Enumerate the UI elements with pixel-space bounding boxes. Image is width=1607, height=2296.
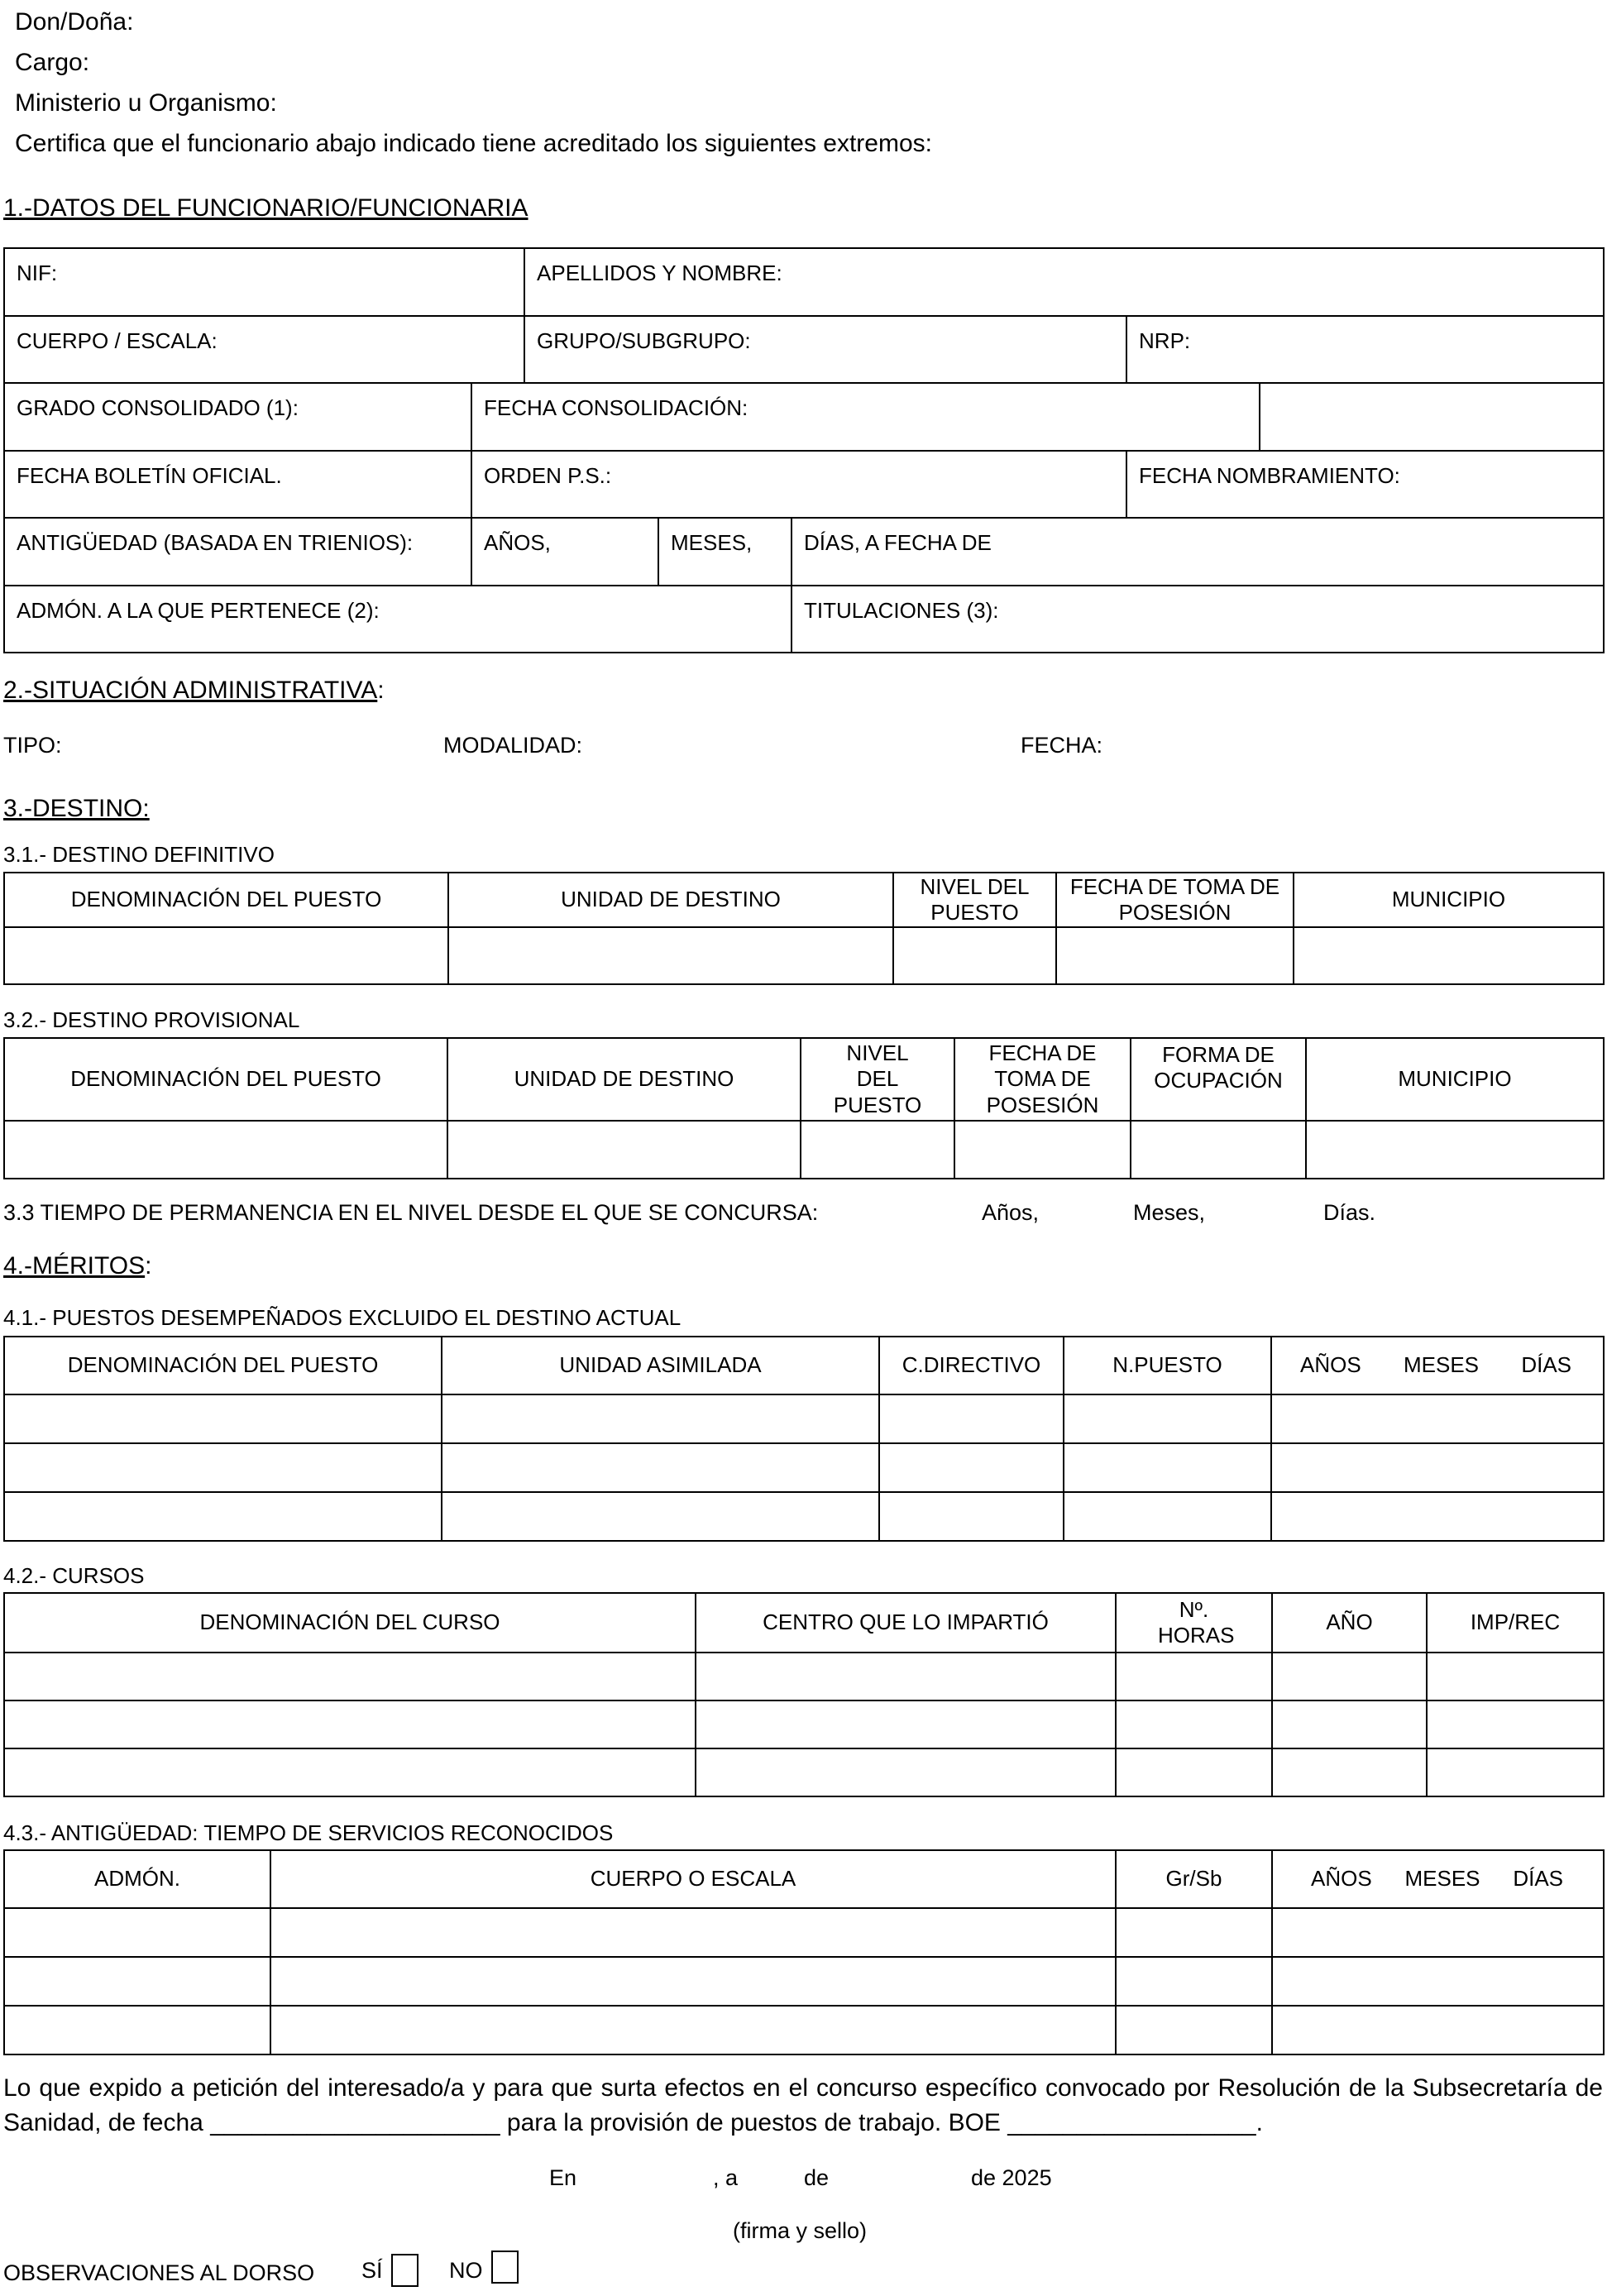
- cell[interactable]: [1131, 1121, 1306, 1179]
- section-4-title: [3, 1254, 151, 1279]
- tiempo-permanencia-label: 3.3 TIEMPO DE PERMANENCIA EN EL NIVEL DESDE EL QUE SE CONCURSA:: [3, 1200, 819, 1225]
- cell[interactable]: [1064, 1492, 1271, 1541]
- cell[interactable]: [879, 1492, 1064, 1541]
- header-imp-rec: IMP/REC: [1427, 1593, 1604, 1653]
- header-denominacion: DENOMINACIÓN DEL PUESTO: [4, 1337, 442, 1394]
- header-ano: AÑO: [1272, 1593, 1427, 1653]
- antiguedad-field[interactable]: ANTIGÜEDAD (BASADA EN TRIENIOS):: [4, 518, 471, 586]
- cell[interactable]: [696, 1653, 1116, 1700]
- meses-field[interactable]: MESES,: [658, 518, 792, 586]
- cell[interactable]: [954, 1121, 1131, 1179]
- header-c-directivo: C.DIRECTIVO: [879, 1337, 1064, 1394]
- cell[interactable]: [801, 1121, 954, 1179]
- header-tiempo: [1272, 1850, 1604, 1908]
- si-label: SÍ: [361, 2258, 383, 2284]
- tiempo-anos-label: Años,: [982, 1200, 1040, 1225]
- destino-provisional-table: [3, 1037, 1605, 1179]
- a-label: , a: [713, 2165, 739, 2190]
- header-meses: MESES: [1403, 1352, 1480, 1378]
- blank-field[interactable]: [1260, 383, 1604, 451]
- cell[interactable]: [1064, 1394, 1271, 1443]
- cell[interactable]: [696, 1748, 1116, 1796]
- cell[interactable]: [1116, 1653, 1272, 1700]
- table-row: [4, 1748, 1604, 1796]
- cell[interactable]: [4, 927, 448, 984]
- header-dias: DÍAS: [1521, 1352, 1571, 1378]
- si-checkbox[interactable]: [391, 2254, 418, 2287]
- cuerpo-field[interactable]: CUERPO / ESCALA:: [4, 316, 524, 383]
- cell[interactable]: [696, 1700, 1116, 1748]
- cell[interactable]: [1427, 1700, 1604, 1748]
- table-row: [4, 1908, 1604, 1957]
- table-row: [4, 2006, 1604, 2054]
- cursos-title: 4.2.- CURSOS: [3, 1563, 145, 1588]
- si-option: [361, 2255, 418, 2289]
- nrp-field[interactable]: NRP:: [1126, 316, 1604, 383]
- header-horas: Nº. HORAS: [1116, 1593, 1272, 1653]
- fecha-boletin-field[interactable]: FECHA BOLETÍN OFICIAL.: [4, 451, 471, 518]
- cell[interactable]: [448, 927, 893, 984]
- header-unidad-asimilada: UNIDAD ASIMILADA: [442, 1337, 879, 1394]
- cell[interactable]: [4, 1653, 696, 1700]
- table-row: [4, 1700, 1604, 1748]
- grado-field[interactable]: GRADO CONSOLIDADO (1):: [4, 383, 471, 451]
- header-tiempo: [1271, 1337, 1604, 1394]
- cell[interactable]: [4, 1908, 270, 1957]
- cell[interactable]: [4, 1443, 442, 1492]
- tipo-label: TIPO:: [3, 733, 62, 758]
- cell[interactable]: [4, 2006, 270, 2054]
- destino-definitivo-table: [3, 872, 1605, 985]
- cell[interactable]: [4, 1700, 696, 1748]
- cell[interactable]: [4, 1748, 696, 1796]
- section-2-colon: :: [377, 677, 385, 704]
- cell[interactable]: [270, 1957, 1116, 2006]
- header-municipio: MUNICIPIO: [1306, 1038, 1604, 1121]
- table-row: [4, 927, 1604, 984]
- cell[interactable]: [1272, 1957, 1604, 2006]
- cell[interactable]: [1427, 1653, 1604, 1700]
- puestos-title: 4.1.- PUESTOS DESEMPEÑADOS EXCLUIDO EL DESTINO ACTUAL: [3, 1305, 682, 1330]
- cell[interactable]: [4, 1121, 447, 1179]
- grupo-field[interactable]: GRUPO/SUBGRUPO:: [524, 316, 1126, 383]
- header-unidad: UNIDAD DE DESTINO: [448, 873, 893, 927]
- no-option: [449, 2252, 519, 2285]
- section-2-title-text: 2.-SITUACIÓN ADMINISTRATIVA: [3, 677, 378, 704]
- don-label: Don/Doña:: [15, 8, 134, 36]
- cell[interactable]: [1272, 1653, 1427, 1700]
- header-anos: AÑOS: [1311, 1866, 1372, 1892]
- header-fecha-toma: FECHA DE TOMA DE POSESIÓN: [954, 1038, 1131, 1121]
- cell[interactable]: [1427, 1748, 1604, 1796]
- cell[interactable]: [1272, 2006, 1604, 2054]
- expido-paragraph: Lo que expido a petición del interesado/a y para que surta efectos en el concurso específico convocado por Resolución de la Subsecretaría de Sanidad, de fecha _____________________ para la provisión de puestos de trabajo. BOE __________________.: [3, 2074, 1603, 2136]
- cursos-table: [3, 1592, 1605, 1797]
- header-gr-sb: Gr/Sb: [1116, 1850, 1272, 1908]
- puestos-table: [3, 1336, 1605, 1542]
- admon-field[interactable]: ADMÓN. A LA QUE PERTENECE (2):: [4, 586, 792, 653]
- table-row: [4, 1653, 1604, 1700]
- cell[interactable]: [1272, 1748, 1427, 1796]
- cell[interactable]: [879, 1443, 1064, 1492]
- cell[interactable]: [1294, 927, 1604, 984]
- firma-label: (firma y sello): [733, 2218, 868, 2243]
- cell[interactable]: [893, 927, 1056, 984]
- de-2025-label: de 2025: [971, 2165, 1052, 2190]
- section-4-title-text: 4.-MÉRITOS: [3, 1252, 146, 1280]
- cell[interactable]: [1272, 1908, 1604, 1957]
- header-admon: ADMÓN.: [4, 1850, 270, 1908]
- modalidad-label: MODALIDAD:: [443, 733, 583, 758]
- header-municipio: MUNICIPIO: [1294, 873, 1604, 927]
- section-3-title: 3.-DESTINO:: [3, 795, 150, 822]
- cell[interactable]: [4, 1957, 270, 2006]
- table-row: [4, 1492, 1604, 1541]
- nif-field[interactable]: NIF:: [4, 248, 524, 316]
- header-denominacion: DENOMINACIÓN DEL PUESTO: [4, 873, 448, 927]
- tiempo-dias-label: Días.: [1323, 1200, 1376, 1225]
- cell[interactable]: [4, 1492, 442, 1541]
- cell[interactable]: [1271, 1492, 1604, 1541]
- header-unidad: UNIDAD DE DESTINO: [447, 1038, 801, 1121]
- table-row: [4, 1957, 1604, 2006]
- cell[interactable]: [270, 2006, 1116, 2054]
- cell[interactable]: [442, 1443, 879, 1492]
- ministerio-label: Ministerio u Organismo:: [15, 89, 277, 117]
- cell[interactable]: [1271, 1443, 1604, 1492]
- cell[interactable]: [1116, 1908, 1272, 1957]
- cell[interactable]: [1116, 1957, 1272, 2006]
- header-dias: DÍAS: [1513, 1866, 1563, 1892]
- cell[interactable]: [1056, 927, 1294, 984]
- header-denominacion-curso: DENOMINACIÓN DEL CURSO: [4, 1593, 696, 1653]
- cell[interactable]: [442, 1394, 879, 1443]
- cell[interactable]: [270, 1908, 1116, 1957]
- anos-field[interactable]: AÑOS,: [471, 518, 658, 586]
- header-nivel: NIVEL DEL PUESTO: [801, 1038, 954, 1121]
- table-row: [4, 1121, 1604, 1179]
- cell[interactable]: [1272, 1700, 1427, 1748]
- dias-field[interactable]: DÍAS, A FECHA DE: [792, 518, 1604, 586]
- destino-definitivo-title: 3.1.- DESTINO DEFINITIVO: [3, 842, 275, 867]
- cell[interactable]: [1271, 1394, 1604, 1443]
- cell[interactable]: [1064, 1443, 1271, 1492]
- no-label: NO: [449, 2258, 483, 2284]
- fecha-nombramiento-field[interactable]: FECHA NOMBRAMIENTO:: [1126, 451, 1604, 518]
- header-meses: MESES: [1404, 1866, 1480, 1892]
- section-1-title: 1.-DATOS DEL FUNCIONARIO/FUNCIONARIA: [3, 194, 528, 222]
- table-row: [4, 1394, 1604, 1443]
- cell[interactable]: [1116, 1700, 1272, 1748]
- header-nivel: NIVEL DEL PUESTO: [893, 873, 1056, 927]
- table-row: [4, 1443, 1604, 1492]
- antiguedad-servicios-title: 4.3.- ANTIGÜEDAD: TIEMPO DE SERVICIOS RECONOCIDOS: [3, 1820, 614, 1845]
- cell[interactable]: [4, 1394, 442, 1443]
- cell[interactable]: [879, 1394, 1064, 1443]
- en-label: En: [549, 2165, 577, 2190]
- cell[interactable]: [1306, 1121, 1604, 1179]
- fecha-label: FECHA:: [1021, 733, 1103, 758]
- apellidos-field[interactable]: APELLIDOS Y NOMBRE:: [524, 248, 1604, 316]
- no-checkbox[interactable]: [491, 2251, 519, 2284]
- cell[interactable]: [1116, 2006, 1272, 2054]
- header-denominacion: DENOMINACIÓN DEL PUESTO: [4, 1038, 447, 1121]
- header-anos: AÑOS: [1300, 1352, 1361, 1378]
- antiguedad-table: [3, 1849, 1605, 2055]
- de-label: de: [804, 2165, 830, 2190]
- titulaciones-field[interactable]: TITULACIONES (3):: [792, 586, 1604, 653]
- header-centro: CENTRO QUE LO IMPARTIÓ: [696, 1593, 1116, 1653]
- fecha-consolidacion-field[interactable]: FECHA CONSOLIDACIÓN:: [471, 383, 1260, 451]
- cell[interactable]: [442, 1492, 879, 1541]
- section-2-title: [3, 678, 385, 703]
- certifica-text: Certifica que el funcionario abajo indicado tiene acreditado los siguientes extremos:: [15, 130, 932, 157]
- cell[interactable]: [1116, 1748, 1272, 1796]
- header-cuerpo-escala: CUERPO O ESCALA: [270, 1850, 1116, 1908]
- section-4-colon: :: [145, 1252, 152, 1280]
- header-fecha-toma: FECHA DE TOMA DE POSESIÓN: [1056, 873, 1294, 927]
- header-n-puesto: N.PUESTO: [1064, 1337, 1271, 1394]
- orden-field[interactable]: ORDEN P.S.:: [471, 451, 1126, 518]
- header-forma-ocupacion: FORMA DE OCUPACIÓN: [1131, 1038, 1306, 1121]
- tiempo-meses-label: Meses,: [1133, 1200, 1206, 1225]
- cargo-label: Cargo:: [15, 49, 90, 76]
- destino-provisional-title: 3.2.- DESTINO PROVISIONAL: [3, 1007, 300, 1032]
- datos-funcionario-table: [3, 247, 1605, 653]
- observaciones-label: OBSERVACIONES AL DORSO: [3, 2260, 315, 2285]
- cell[interactable]: [447, 1121, 801, 1179]
